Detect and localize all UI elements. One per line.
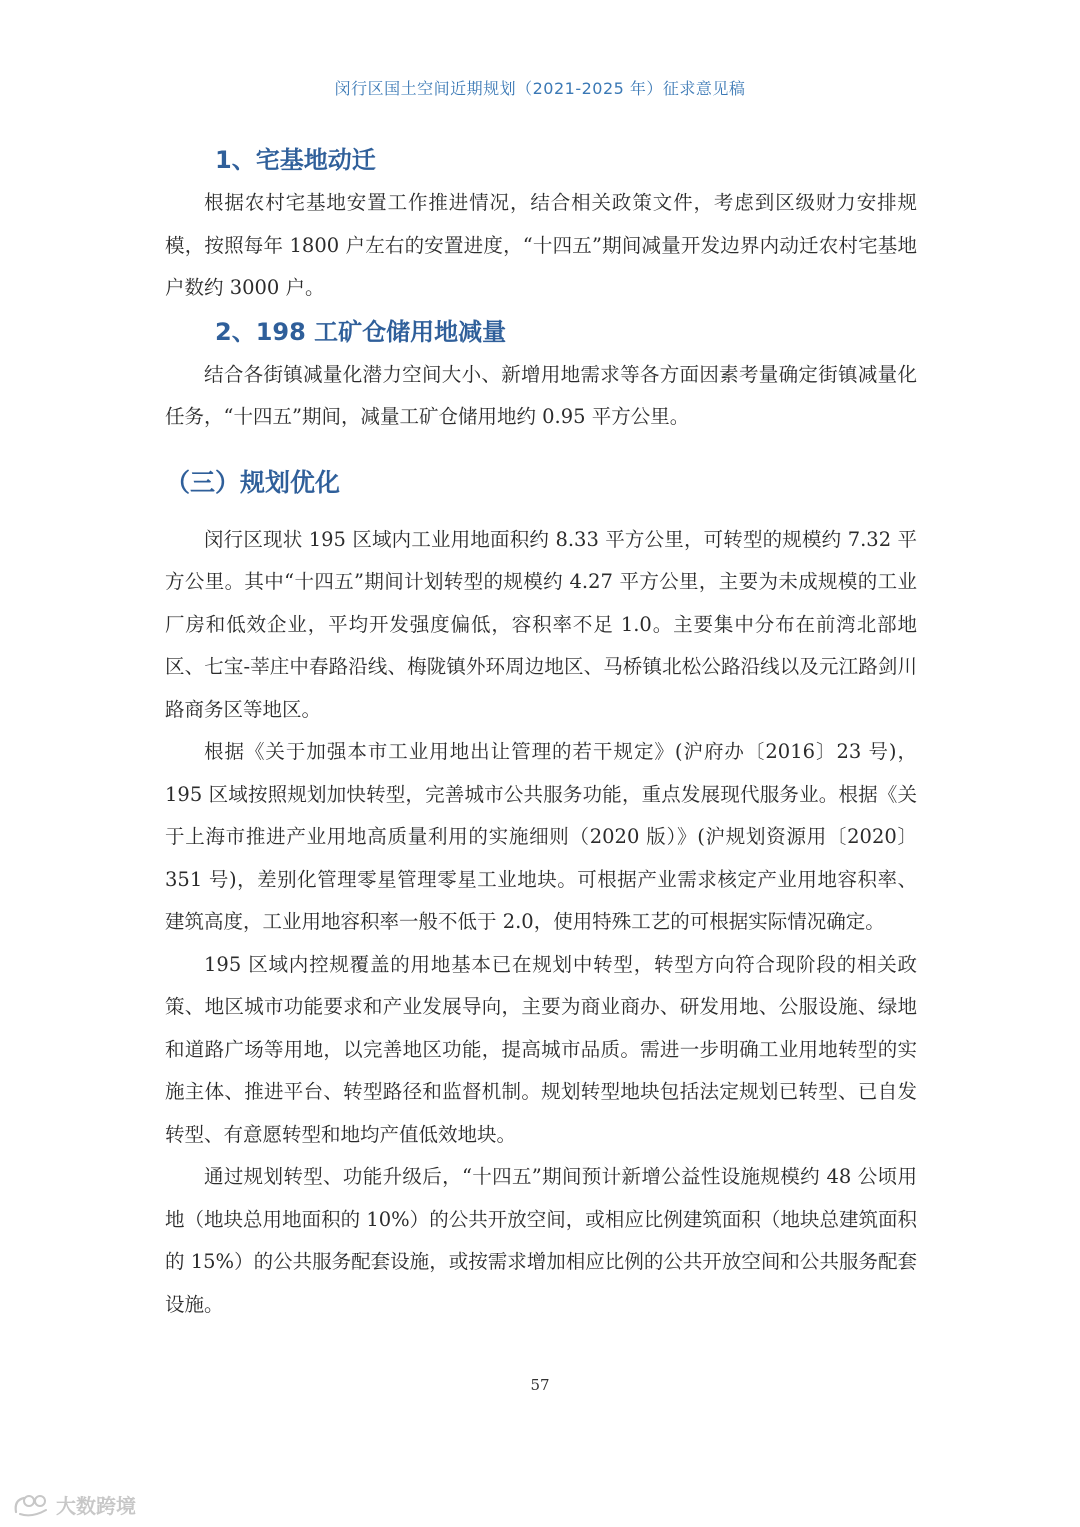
brand-logo-icon [12,1492,50,1518]
heading-planning-optimization: （三）规划优化 [165,467,341,497]
paragraph: 根据农村宅基地安置工作推进情况，结合相关政策文件，考虑到区级财力安排规模，按照每年 1800 户左右的安置进度，“十四五”期间减量开发边界内动迁农村宅基地户数约 3000 户。 [165,191,917,299]
running-header: 闵行区国土空间近期规划（2021-2025 年）征求意见稿 [334,79,746,98]
section-homestead-relocation [165,138,917,310]
heading-homestead-relocation: 1、宅基地动迁 [215,146,376,174]
heading-industrial-reduction: 2、198 工矿仓储用地减量 [215,317,507,346]
paragraph: 结合各街镇减量化潜力空间大小、新增用地需求等各方面因素考量确定街镇减量化任务，“十四五”期间，减量工矿仓储用地约 0.95 平方公里。 [165,362,917,428]
paragraph: 闵行区现状 195 区域内工业用地面积约 8.33 平方公里，可转型的规模约 7.32 平方公里。其中“十四五”期间计划转型的规模约 4.27 平方公里，主要为未成规模的工业厂房和低效企业，平均开发强度偏低，容积率不足 1.0。主要集中分布在前湾北部地区、七宝-莘庄中春路沿线、梅陇镇外环周边地区、马桥镇北松公路沿线以及元江路剑川路商务区等地区。 [165,527,917,721]
watermark [12,1490,136,1519]
paragraph: 通过规划转型、功能升级后，“十四五”期间预计新增公益性设施规模约 48 公顷用地（地块总用地面积的 10%）的公共开放空间，或相应比例建筑面积（地块总建筑面积的 15%）的公共服务配套设施，或按需求增加相应比例的公共开放空间和公共服务配套设施。 [165,1165,917,1316]
page-content [165,138,917,1326]
page-number: 57 [530,1376,550,1394]
section-industrial-reduction [165,310,917,439]
section-planning-optimization [165,461,917,1327]
paragraph: 195 区域内控规覆盖的用地基本已在规划中转型，转型方向符合现阶段的相关政策、地区城市功能要求和产业发展导向，主要为商业商办、研发用地、公服设施、绿地和道路广场等用地，以完善地区功能，提高城市品质。需进一步明确工业用地转型的实施主体、推进平台、转型路径和监督机制。规划转型地块包括法定规划已转型、已自发转型、有意愿转型和地均产值低效地块。 [165,952,917,1146]
watermark-text: 大数跨境 [56,1494,136,1518]
paragraph: 根据《关于加强本市工业用地出让管理的若干规定》(沪府办〔2016〕23 号)，195 区域按照规划加快转型，完善城市公共服务功能，重点发展现代服务业。根据《关于上海市推进产业用地高质量利用的实施细则（2020 版）》(沪规划资源用〔2020〕351 号)，差别化管理零星管理零星工业地块。可根据产业需求核定产业用地容积率、建筑高度，工业用地容积率一般不低于 2.0，使用特殊工艺的可根据实际情况确定。 [165,740,917,933]
